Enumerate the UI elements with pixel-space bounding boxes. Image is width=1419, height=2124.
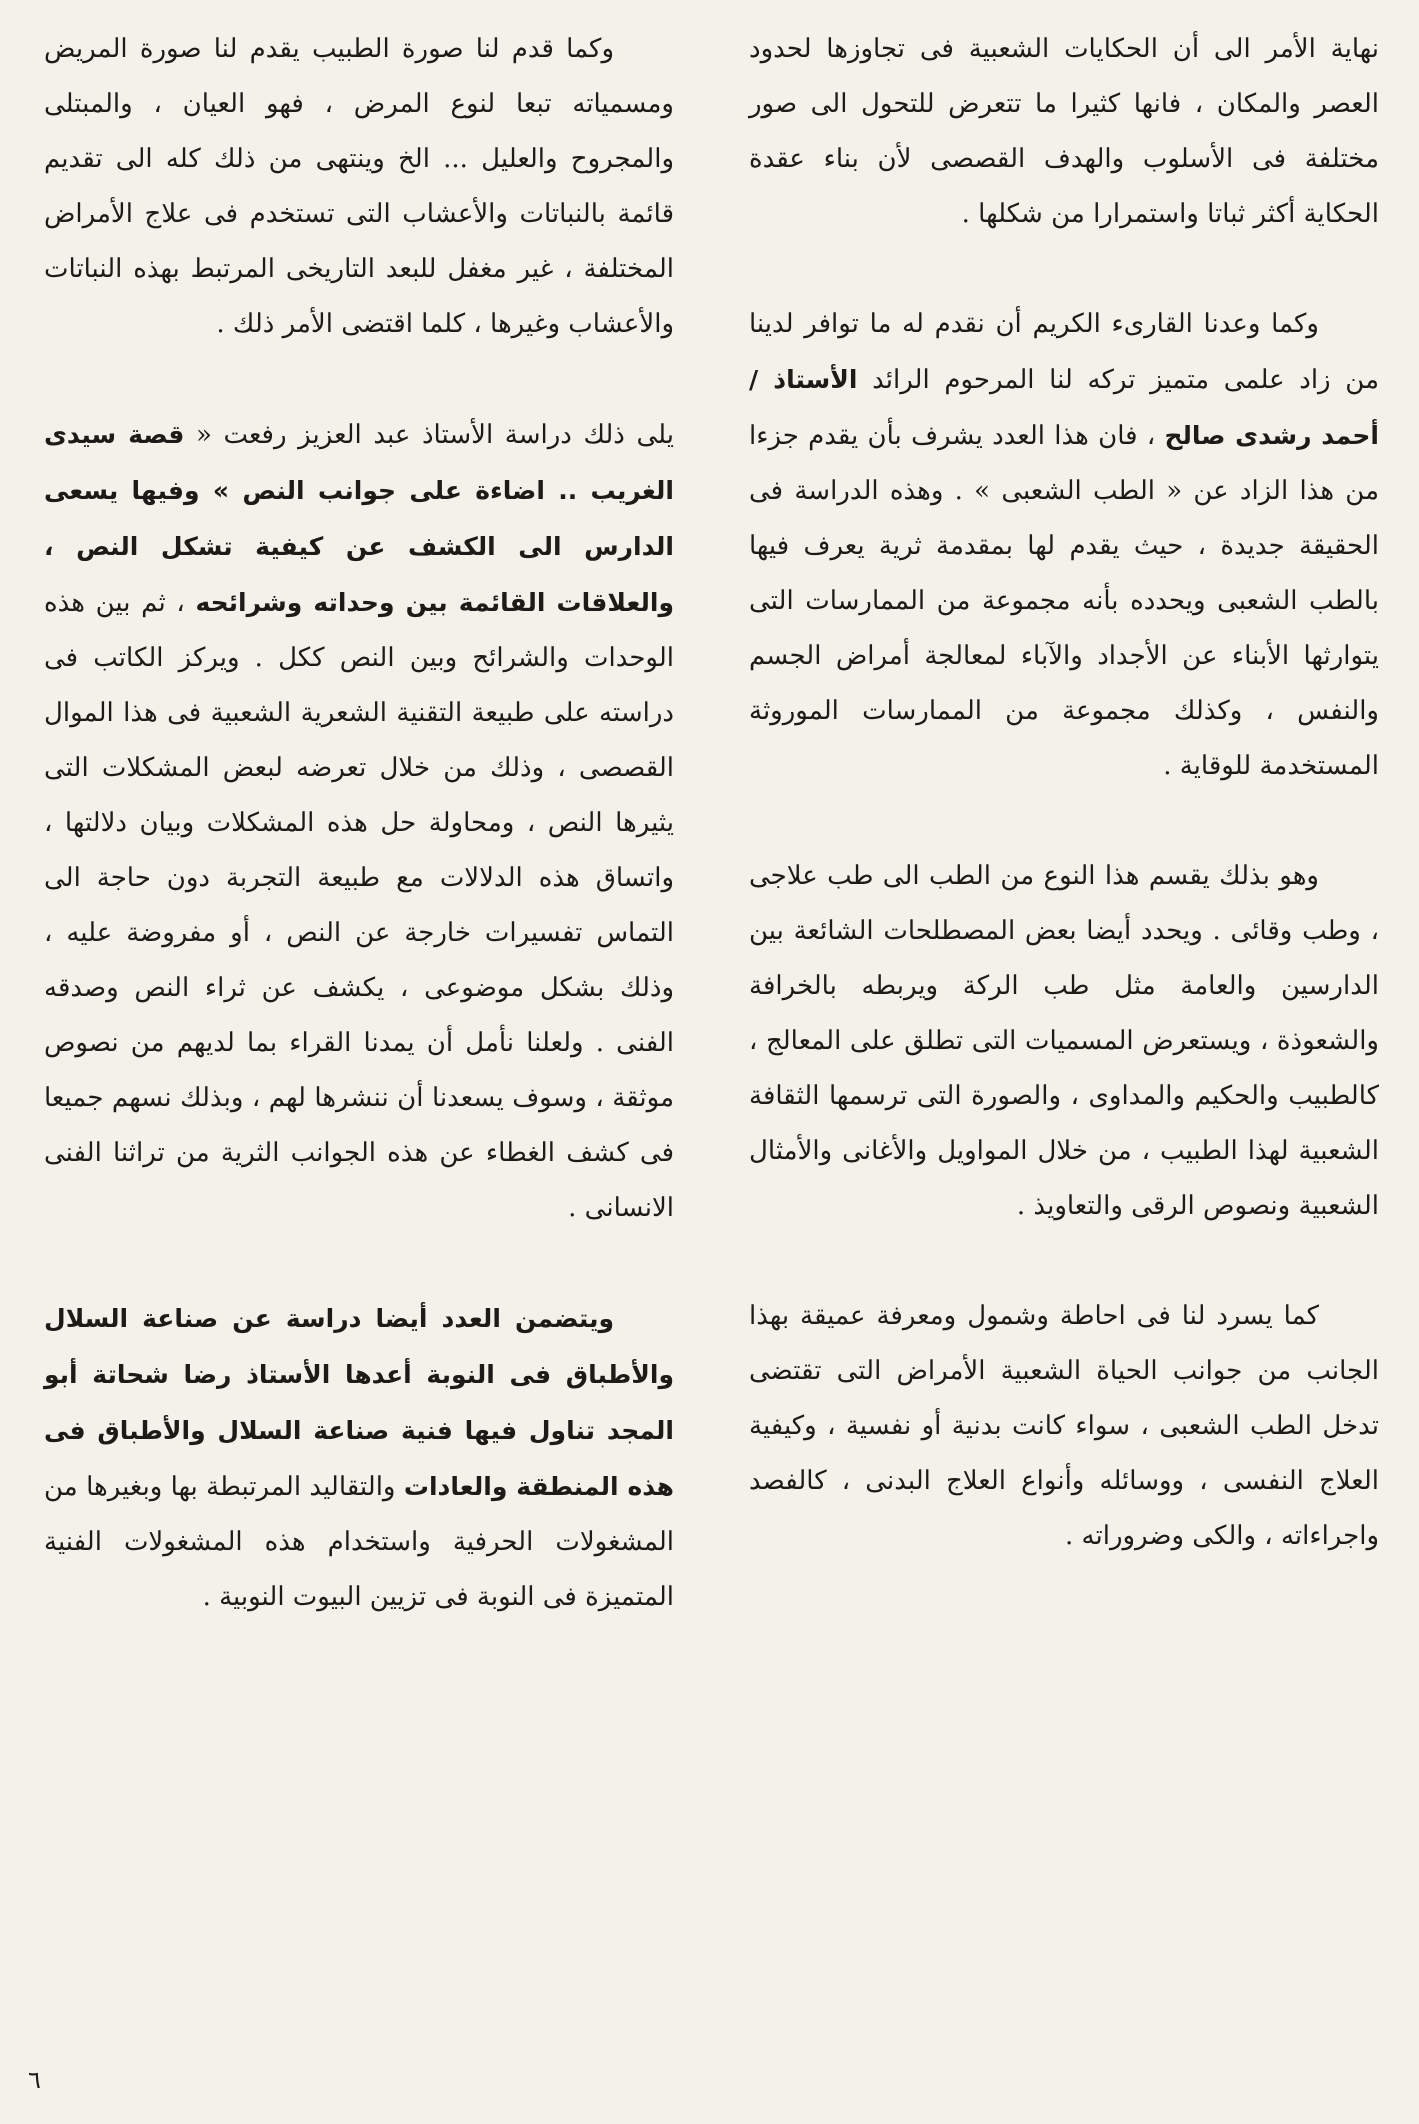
paragraph-text: يلى ذلك دراسة الأستاذ عبد العزيز رفعت « (184, 420, 674, 450)
paragraph-text: وكما وعدنا القارىء الكريم أن نقدم له ما توافر لدينا من زاد علمى متميز تركه لنا المرحوم الرائد (749, 309, 1379, 395)
study-summary: ويتضمن العدد أيضا دراسة عن صناعة السلال والأطباق فى النوبة أعدها الأستاذ رضا شحاتة أبو المجد تناول فيها فنية صناعة السلال والأطباق فى هذه المنطقة والعادات (44, 1304, 674, 1501)
paragraph-text: ، فان هذا العدد يشرف بأن يقدم جزءا من هذا الزاد عن « الطب الشعبى » . وهذه الدراسة فى الحقيقة جديدة ، حيث يقدم لها بمقدمة ثرية يعرف فيها بالطب الشعبى ويحدده بأنه مجموعة من الممارسات التى يتوارثها الأبناء عن الأجداد والآباء لمعالجة أمراض الجسم والنفس ، وكذلك مجموعة من الممارسات الموروثة المستخدمة للوقاية . (749, 421, 1379, 781)
page-number: ٦ (28, 2066, 41, 2094)
paragraph-text: ، ثم بين هذه الوحدات والشرائح وبين النص ككل . ويركز الكاتب فى دراسته على طبيعة التقنية الشعرية الشعبية فى هذا الموال القصصى ، وذلك من خلال تعرضه لبعض المشكلات التى يثيرها النص ، ومحاولة حل هذه المشكلات وبيان دلالتها ، واتساق هذه الدلالات مع طبيعة التجربة دون حاجة الى التماس تفسيرات خارجة عن النص ، أو مفروضة عليه ، وذلك بشكل موضوعى ، يكشف عن ثراء النص وصدقه الفنى . ولعلنا نأمل أن يمدنا القراء بما لديهم من نصوص موثقة ، وسوف يسعدنا أن ننشرها لهم ، وبذلك نسهم جميعا فى كشف الغطاء عن هذه الجوانب الثرية من تراثنا الفنى الانسانى . (44, 588, 674, 1223)
paragraph-sidi-gharib-study (44, 407, 674, 1236)
paragraph-folk-medicine-intro (749, 297, 1379, 794)
paragraph-patient-image: وكما قدم لنا صورة الطبيب يقدم لنا صورة المريض ومسمياته تبعا لنوع المرض ، فهو العيان ، والمبتلى والمجروح والعليل ... الخ وينتهى من ذلك كله الى تقديم قائمة بالنباتات والأعشاب التى تستخدم فى علاج الأمراض المختلفة ، غير مغفل للبعد التاريخى المرتبط بهذه النباتات والأعشاب وغيرها ، كلما اقتضى الأمر ذلك . (44, 34, 674, 339)
paragraph-text: والتقاليد المرتبطة بها وبغيرها من المشغولات الحرفية واستخدام هذه المشغولات الفنية المتميزة فى النوبة فى تزيين البيوت النوبية . (44, 1472, 674, 1612)
left-column (44, 22, 674, 1625)
paragraph-medicine-types: وهو بذلك يقسم هذا النوع من الطب الى طب علاجى ، وطب وقائى . ويحدد أيضا بعض المصطلحات الشائعة بين الدارسين والعامة مثل طب الركة ويربطه بالخرافة والشعوذة ، ويستعرض المسميات التى تطلق على المعالج ، كالطبيب والحكيم والمداوى ، والصورة التى ترسمها الثقافة الشعبية لهذا الطبيب ، من خلال المواويل والأغانى والأمثال الشعبية ونصوص الرقى والتعاويذ . (749, 861, 1379, 1221)
paragraph-nubia-baskets (44, 1291, 674, 1625)
study-title: قصة سيدى الغريب .. اضاءة على جوانب النص » وفيها يسعى الدارس الى الكشف عن كيفية تشكل النص ، والعلاقات القائمة بين وحداته وشرائحه (44, 420, 674, 617)
author-name: الأستاذ / أحمد رشدى صالح (749, 365, 1379, 450)
paragraph-diseases: كما يسرد لنا فى احاطة وشمول ومعرفة عميقة بهذا الجانب من جوانب الحياة الشعبية الأمراض التى تقتضى تدخل الطب الشعبى ، سواء كانت بدنية أو نفسية ، وكيفية العلاج النفسى ، ووسائله وأنواع العلاج البدنى ، كالفصد واجراءاته ، والكى وضروراته . (749, 1301, 1379, 1551)
paragraph-folk-tales: نهاية الأمر الى أن الحكايات الشعبية فى تجاوزها لحدود العصر والمكان ، فانها كثيرا ما تتعرض للتحول الى صور مختلفة فى الأسلوب والهدف القصصى لأن بناء عقدة الحكاية أكثر ثباتا واستمرارا من شكلها . (749, 34, 1379, 229)
right-column (749, 22, 1379, 1564)
